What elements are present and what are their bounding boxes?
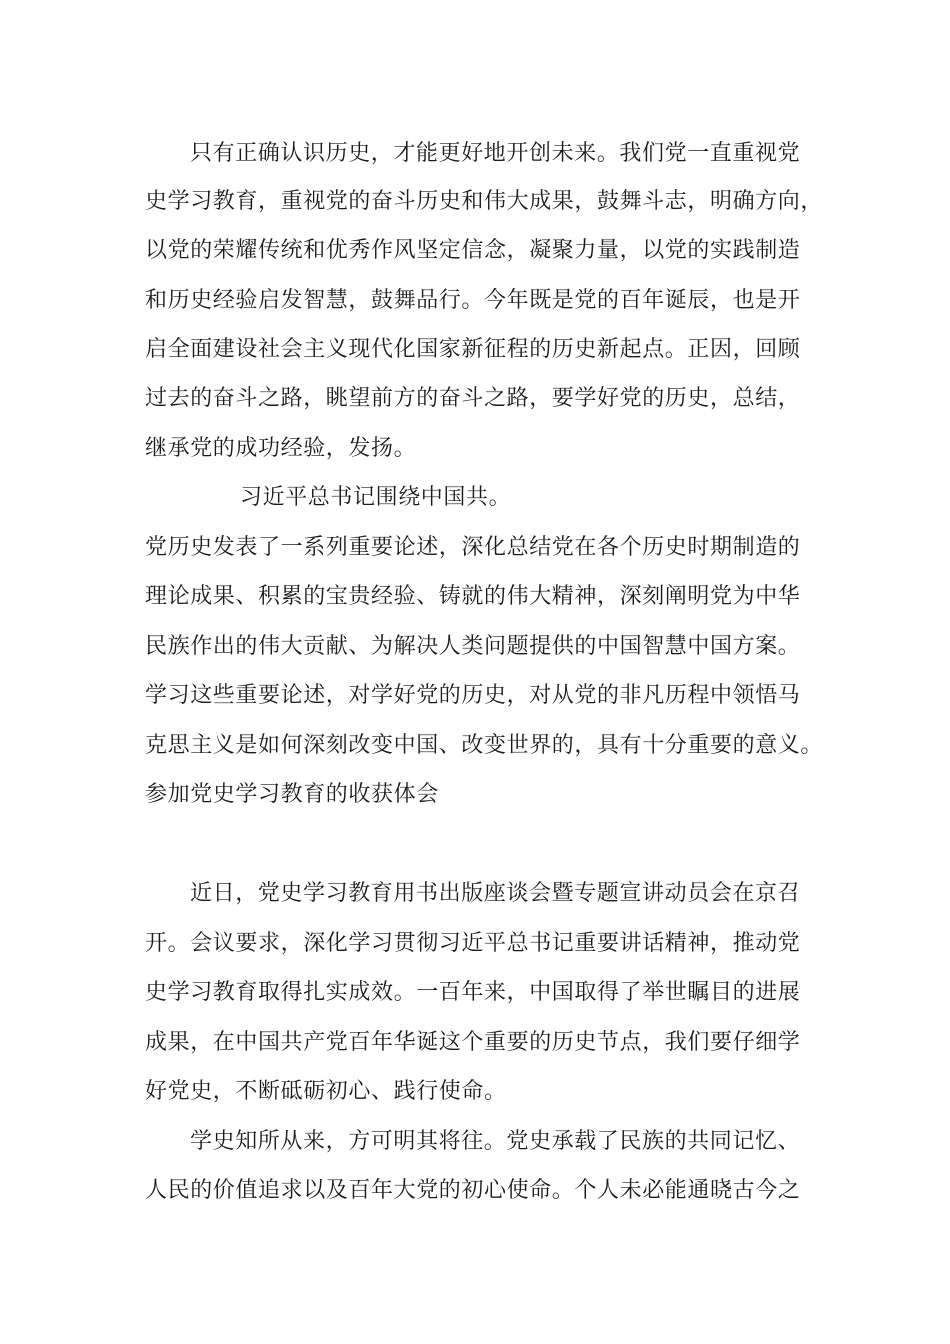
paragraph-line: 党历史发表了一系列重要论述，深化总结党在各个历史时期制造的	[145, 535, 801, 560]
paragraph-line: 只有正确认识历史，才能更好地开创未来。我们党一直重视党	[190, 141, 801, 166]
paragraph-line: 民族作出的伟大贡献、为解决人类问题提供的中国智慧中国方案。	[145, 634, 801, 659]
paragraph-line: 好党史，不断砥砺初心、践行使命。	[145, 1079, 507, 1104]
paragraph-line: 继承党的成功经验，发扬。	[145, 436, 417, 461]
paragraph-line: 史学习教育，重视党的奋斗历史和伟大成果，鼓舞斗志，明确方向，	[145, 189, 824, 214]
paragraph-line: 启全面建设社会主义现代化国家新征程的历史新起点。正因，回顾	[145, 337, 801, 362]
paragraph-line: 近日，党史学习教育用书出版座谈会暨专题宣讲动员会在京召	[190, 881, 801, 906]
paragraph-line: 人民的价值追求以及百年大党的初心使命。个人未必能通晓古今之	[145, 1178, 801, 1203]
paragraph-line: 学习这些重要论述，对学好党的历史，对从党的非凡历程中领悟马	[145, 683, 801, 708]
paragraph-line: 以党的荣耀传统和优秀作风坚定信念，凝聚力量，以党的实践制造	[145, 238, 801, 263]
paragraph-line: 学史知所从来，方可明其将往。党史承载了民族的共同记忆、	[190, 1129, 801, 1154]
paragraph-line: 理论成果、积累的宝贵经验、铸就的伟大精神，深刻阐明党为中华	[145, 584, 801, 609]
paragraph-line: 和历史经验启发智慧，鼓舞品行。今年既是党的百年诞辰，也是开	[145, 288, 801, 313]
paragraph-line: 史学习教育取得扎实成效。一百年来，中国取得了举世瞩目的进展	[145, 980, 801, 1005]
paragraph-line: 过去的奋斗之路，眺望前方的奋斗之路，要学好党的历史，总结，	[145, 386, 801, 411]
paragraph-line: 克思主义是如何深刻改变中国、改变世界的，具有十分重要的意义。	[145, 733, 824, 758]
paragraph-line: 成果，在中国共产党百年华诞这个重要的历史节点，我们要仔细学	[145, 1030, 801, 1055]
paragraph-line: 开。会议要求，深化学习贯彻习近平总书记重要讲话精神，推动党	[145, 931, 801, 956]
paragraph-line: 习近平总书记围绕中国共。	[240, 485, 512, 510]
section-heading: 参加党史学习教育的收获体会	[145, 782, 439, 807]
